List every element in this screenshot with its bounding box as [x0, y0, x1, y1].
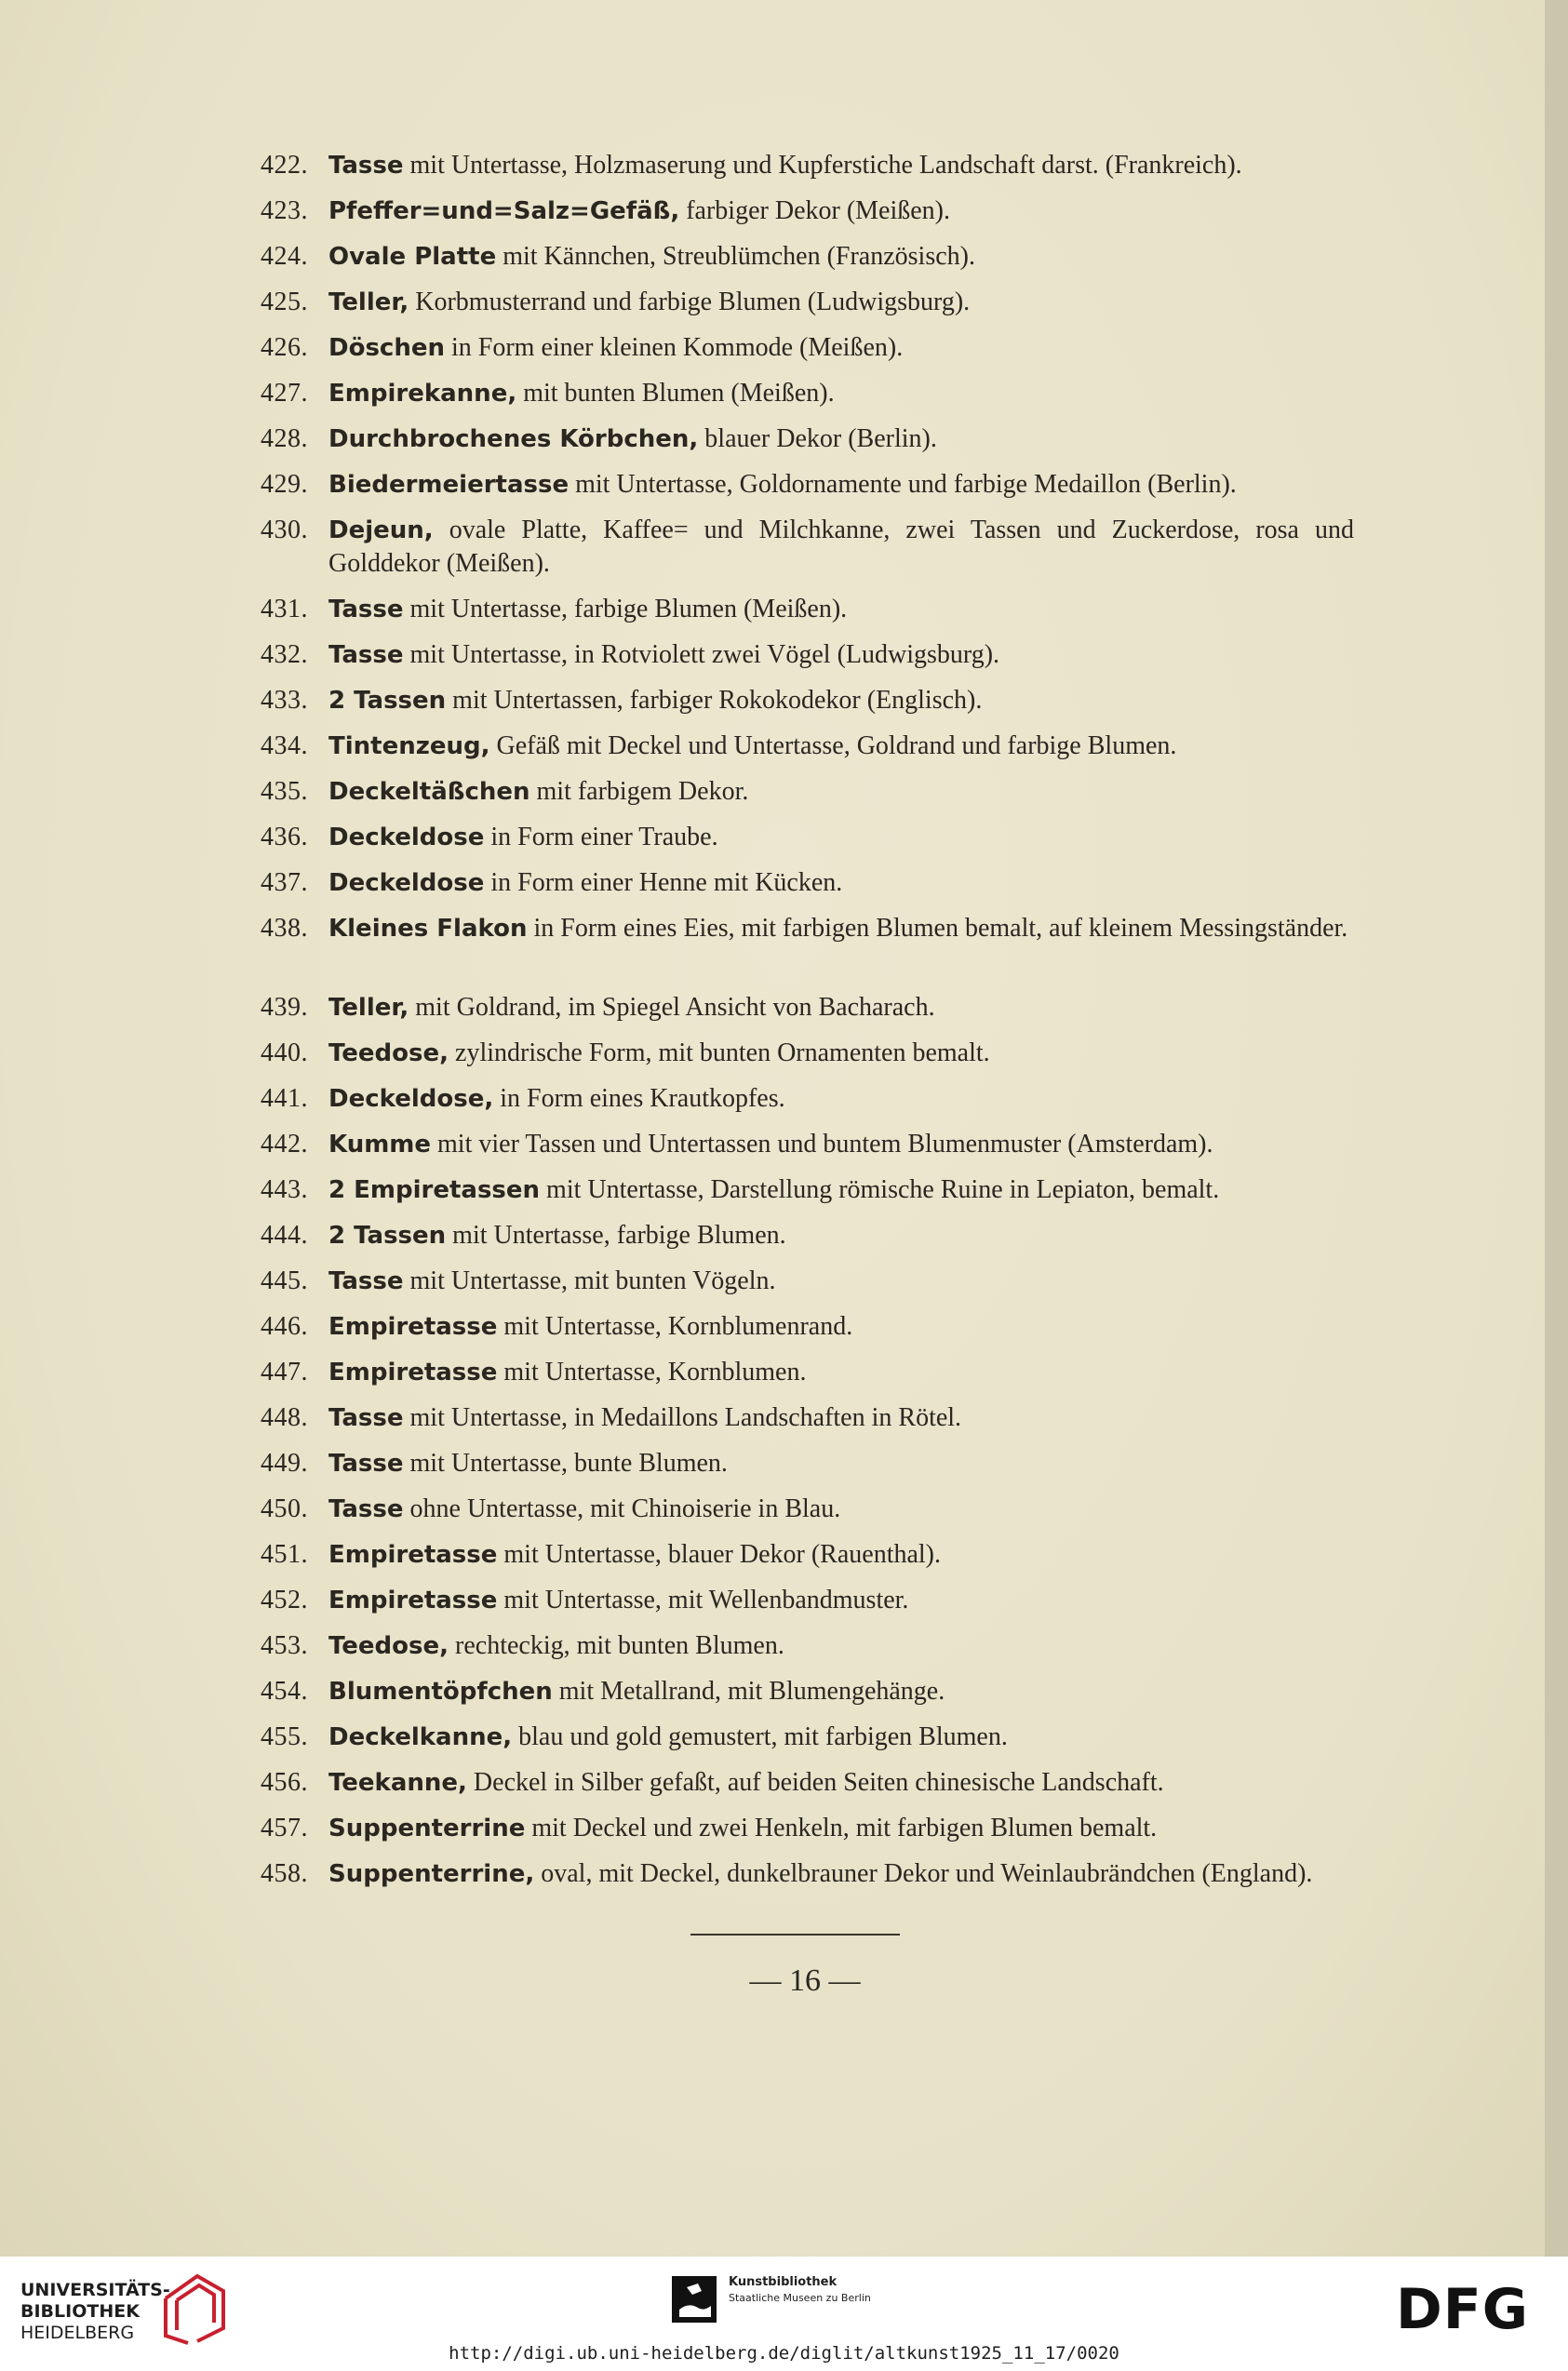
entry-number: 451.	[261, 1540, 308, 1569]
entry-number: 452.	[261, 1586, 308, 1614]
entry-description: in Form einer Henne mit Kücken.	[484, 868, 843, 897]
entry-keyword: Empiretasse	[328, 1541, 498, 1569]
catalog-entry	[261, 1675, 1354, 1721]
entry-description: oval, mit Deckel, dunkelbrauner Dekor und Weinlaubrändchen (England).	[534, 1859, 1313, 1888]
entry-text	[328, 638, 1354, 684]
entry-text	[328, 821, 1354, 866]
entry-number: 439.	[261, 993, 308, 1022]
catalog-entry	[261, 1173, 1354, 1219]
entry-number: 438.	[261, 914, 308, 943]
entry-keyword: Teedose,	[328, 1632, 449, 1660]
entry-number: 425.	[261, 288, 308, 316]
entry-keyword: Kumme	[328, 1131, 432, 1159]
entry-text	[328, 1538, 1354, 1584]
catalog-entry	[261, 194, 1354, 240]
page-edge	[1545, 0, 1568, 2257]
entry-description: ohne Untertasse, mit Chinoiserie in Blau.	[403, 1494, 841, 1523]
entry-number: 426.	[261, 333, 308, 362]
entry-description: blau und gold gemustert, mit farbigen Blumen.	[512, 1722, 1008, 1751]
entry-description: mit Untertasse, mit bunten Vögeln.	[403, 1266, 776, 1295]
entry-text	[328, 1857, 1354, 1936]
entry-number: 446.	[261, 1312, 308, 1341]
entry-description: in Form eines Eies, mit farbigen Blumen bemalt, auf kleinem Messingständer.	[527, 914, 1348, 943]
catalog-entry	[261, 593, 1354, 638]
entry-text	[328, 1356, 1354, 1401]
entry-keyword: 2 Empiretassen	[328, 1176, 541, 1204]
catalog-entry	[261, 912, 1354, 991]
catalog-entry	[261, 821, 1354, 866]
page-number: — 16 —	[749, 1963, 861, 1998]
entry-description: farbiger Dekor (Meißen).	[679, 196, 950, 225]
entry-number: 434.	[261, 731, 308, 760]
kunstbibliothek-eagle-icon	[670, 2274, 718, 2328]
entry-text	[328, 468, 1354, 514]
entry-text	[328, 1037, 1354, 1082]
entry-keyword: Deckeldose	[328, 824, 485, 851]
catalog-entry	[261, 775, 1354, 821]
entry-description: Korbmusterrand und farbige Blumen (Ludwigsburg).	[409, 288, 971, 316]
entry-keyword: 2 Tassen	[328, 1222, 447, 1250]
entry-number: 430.	[261, 516, 308, 544]
catalog-entry	[261, 991, 1354, 1037]
kb-subtitle: Staatliche Museen zu Berlin	[729, 2292, 871, 2304]
entry-text	[328, 684, 1354, 730]
entry-description: zylindrische Form, mit bunten Ornamenten bemalt.	[449, 1038, 990, 1067]
entry-keyword: Empiretasse	[328, 1587, 498, 1614]
entry-text	[328, 1447, 1354, 1493]
entry-description: mit bunten Blumen (Meißen).	[516, 379, 835, 408]
entry-text	[328, 1310, 1354, 1356]
ub-logo-line2: BIBLIOTHEK	[20, 2301, 140, 2322]
entry-text	[328, 1082, 1354, 1128]
catalog-entry	[261, 1037, 1354, 1082]
entry-description: blauer Dekor (Berlin).	[698, 424, 937, 453]
entry-keyword: Döschen	[328, 334, 445, 362]
entry-keyword: Empiretasse	[328, 1359, 498, 1386]
entry-text	[328, 1675, 1354, 1721]
entry-keyword: Blumentöpfchen	[328, 1678, 553, 1706]
entry-number: 422.	[261, 151, 308, 180]
entry-number: 424.	[261, 242, 308, 271]
entry-description: mit Kännchen, Streublümchen (Französisch).	[496, 242, 975, 271]
entry-text	[328, 1128, 1354, 1173]
entry-number: 433.	[261, 686, 308, 715]
catalog-entry	[261, 1401, 1354, 1447]
ub-emblem-icon	[160, 2271, 229, 2349]
entry-keyword: Tasse	[328, 1495, 404, 1523]
entry-text	[328, 1766, 1354, 1812]
entry-number: 458.	[261, 1859, 308, 1888]
entry-number: 447.	[261, 1358, 308, 1386]
catalog-entry	[261, 1766, 1354, 1812]
entry-number: 453.	[261, 1631, 308, 1660]
entry-description: mit Untertasse, Kornblumen.	[497, 1358, 807, 1386]
catalog-entry	[261, 1447, 1354, 1493]
entry-text	[328, 194, 1354, 240]
entry-text	[328, 1721, 1354, 1766]
catalog-entry	[261, 1310, 1354, 1356]
entry-keyword: Deckeldose	[328, 869, 485, 897]
entry-description: mit vier Tassen und Untertassen und buntem Blumenmuster (Amsterdam).	[431, 1130, 1213, 1159]
entry-description: mit Untertasse, Darstellung römische Ruine in Lepiaton, bemalt.	[540, 1175, 1220, 1204]
entry-keyword: Tasse	[328, 596, 404, 623]
entry-number: 429.	[261, 470, 308, 499]
entry-description: mit Goldrand, im Spiegel Ansicht von Bacharach.	[409, 993, 935, 1022]
entry-description: mit Deckel und zwei Henkeln, mit farbigen Blumen bemalt.	[525, 1814, 1158, 1842]
entry-text	[328, 1265, 1354, 1310]
catalog-entry	[261, 1721, 1354, 1766]
entry-number: 443.	[261, 1175, 308, 1204]
entry-description: mit Untertasse, in Medaillons Landschaften in Rötel.	[403, 1403, 962, 1432]
entry-description: ovale Platte, Kaffee= und Milchkanne, zwei Tassen und Zuckerdose, rosa und Golddekor (Meißen).	[328, 516, 1354, 578]
catalog-entry	[261, 240, 1354, 286]
catalog-entry	[261, 1812, 1354, 1857]
entry-keyword: Deckeldose,	[328, 1085, 494, 1113]
dfg-logo[interactable]: DFG	[1396, 2277, 1530, 2342]
entry-description: mit Untertasse, Holzmaserung und Kupferstiche Landschaft darst. (Frankreich).	[403, 151, 1242, 180]
entry-number: 435.	[261, 777, 308, 806]
entry-text	[328, 912, 1354, 991]
entry-description: mit Metallrand, mit Blumengehänge.	[552, 1677, 945, 1706]
catalog-entry	[261, 149, 1354, 194]
entry-keyword: Tasse	[328, 641, 404, 669]
entry-number: 454.	[261, 1677, 308, 1706]
entry-description: in Form einer Traube.	[484, 823, 718, 851]
entry-description: mit Untertassen, farbiger Rokokodekor (Englisch).	[446, 686, 983, 715]
catalog-entry	[261, 1082, 1354, 1128]
entry-description: mit Untertasse, farbige Blumen (Meißen).	[403, 595, 848, 623]
entry-keyword: Dejeun,	[328, 516, 434, 544]
entry-keyword: Deckeltäßchen	[328, 778, 530, 806]
ub-logo-line1: UNIVERSITÄTS-	[20, 2280, 170, 2300]
entry-keyword: Kleines Flakon	[328, 915, 528, 943]
entry-text	[328, 331, 1354, 377]
entry-text	[328, 1401, 1354, 1447]
kunstbibliothek-logo[interactable]	[729, 2274, 871, 2306]
entry-number: 441.	[261, 1084, 308, 1113]
entry-keyword: Tasse	[328, 1450, 404, 1478]
entry-number: 444.	[261, 1221, 308, 1250]
entry-number: 450.	[261, 1494, 308, 1523]
entry-keyword: Suppenterrine	[328, 1815, 526, 1842]
entry-text	[328, 377, 1354, 422]
entry-number: 456.	[261, 1768, 308, 1797]
entry-keyword: Durchbrochenes Körbchen,	[328, 425, 699, 453]
entry-description: mit Untertasse, Kornblumenrand.	[497, 1312, 853, 1341]
catalog-entry	[261, 1493, 1354, 1538]
catalog-entry	[261, 331, 1354, 377]
ub-logo-line3: HEIDELBERG	[20, 2323, 135, 2343]
entry-number: 442.	[261, 1130, 308, 1159]
entry-keyword: Deckelkanne,	[328, 1723, 513, 1751]
entry-description: mit Untertasse, in Rotviolett zwei Vögel (Ludwigsburg).	[403, 640, 1000, 669]
entry-keyword: Pfeffer=und=Salz=Gefäß,	[328, 197, 680, 225]
entry-number: 431.	[261, 595, 308, 623]
catalog-entry	[261, 1629, 1354, 1675]
entry-description: mit farbigem Dekor.	[529, 777, 749, 806]
entry-text	[328, 514, 1354, 593]
catalog-entry	[261, 1128, 1354, 1173]
ub-heidelberg-logo[interactable]	[20, 2280, 170, 2344]
catalog-entry	[261, 377, 1354, 422]
entry-description: Deckel in Silber gefaßt, auf beiden Seiten chinesische Landschaft.	[466, 1768, 1164, 1797]
catalog-entry	[261, 638, 1354, 684]
kb-name: Kunstbibliothek	[729, 2275, 838, 2289]
entry-number: 455.	[261, 1722, 308, 1751]
entry-keyword: Tintenzeug,	[328, 732, 490, 760]
entry-text	[328, 1173, 1354, 1219]
entry-text	[328, 593, 1354, 638]
entry-text	[328, 775, 1354, 821]
entry-number: 445.	[261, 1266, 308, 1295]
entry-keyword: Biedermeiertasse	[328, 471, 570, 499]
entry-keyword: Ovale Platte	[328, 243, 497, 271]
entry-number: 432.	[261, 640, 308, 669]
entry-number: 436.	[261, 823, 308, 851]
catalog-entry	[261, 866, 1354, 912]
entry-number: 423.	[261, 196, 308, 225]
entry-text	[328, 991, 1354, 1037]
entry-text	[328, 730, 1354, 775]
entry-description: mit Untertasse, Goldornamente und farbige Medaillon (Berlin).	[569, 470, 1237, 499]
entry-description: mit Untertasse, blauer Dekor (Rauenthal).	[497, 1540, 942, 1569]
entry-description: mit Untertasse, bunte Blumen.	[403, 1449, 728, 1478]
entry-text	[328, 1493, 1354, 1538]
catalog-list	[261, 149, 1354, 1936]
entry-description: in Form einer kleinen Kommode (Meißen).	[445, 333, 904, 362]
catalog-entry	[261, 286, 1354, 331]
end-rule	[690, 1934, 900, 1936]
catalog-entry	[261, 1219, 1354, 1265]
entry-number: 448.	[261, 1403, 308, 1432]
entry-number: 437.	[261, 868, 308, 897]
entry-keyword: Teedose,	[328, 1039, 449, 1067]
entry-text	[328, 1219, 1354, 1265]
entry-number: 440.	[261, 1038, 308, 1067]
entry-keyword: Teekanne,	[328, 1769, 467, 1797]
catalog-entry	[261, 1265, 1354, 1310]
catalog-entry	[261, 514, 1354, 593]
entry-text	[328, 286, 1354, 331]
entry-keyword: Suppenterrine,	[328, 1860, 535, 1888]
entry-description: rechteckig, mit bunten Blumen.	[449, 1631, 784, 1660]
entry-description: Gefäß mit Deckel und Untertasse, Goldrand und farbige Blumen.	[489, 731, 1177, 760]
entry-text	[328, 422, 1354, 468]
entry-keyword: 2 Tassen	[328, 687, 447, 715]
entry-text	[328, 866, 1354, 912]
entry-description: mit Untertasse, mit Wellenbandmuster.	[497, 1586, 909, 1614]
entry-description: in Form eines Krautkopfes.	[493, 1084, 785, 1113]
entry-keyword: Tasse	[328, 1404, 404, 1432]
entry-keyword: Empiretasse	[328, 1313, 498, 1341]
entry-text	[328, 1812, 1354, 1857]
catalog-entry	[261, 1584, 1354, 1629]
entry-description: mit Untertasse, farbige Blumen.	[446, 1221, 786, 1250]
catalog-entry	[261, 684, 1354, 730]
catalog-entry	[261, 468, 1354, 514]
entry-keyword: Tasse	[328, 152, 404, 180]
entry-keyword: Empirekanne,	[328, 380, 517, 408]
catalog-entry	[261, 1538, 1354, 1584]
entry-text	[328, 1584, 1354, 1629]
entry-number: 449.	[261, 1449, 308, 1478]
entry-text	[328, 1629, 1354, 1675]
catalog-entry	[261, 730, 1354, 775]
entry-text	[328, 240, 1354, 286]
entry-number: 427.	[261, 379, 308, 408]
entry-keyword: Teller,	[328, 994, 409, 1022]
entry-keyword: Tasse	[328, 1267, 404, 1295]
catalog-entry	[261, 1857, 1354, 1936]
catalog-entry	[261, 1356, 1354, 1401]
entry-keyword: Teller,	[328, 288, 409, 316]
source-url[interactable]: http://digi.ub.uni-heidelberg.de/diglit/altkunst1925_11_17/0020	[449, 2343, 1119, 2364]
entry-number: 457.	[261, 1814, 308, 1842]
catalog-entry	[261, 422, 1354, 468]
entry-text	[328, 149, 1354, 194]
entry-number: 428.	[261, 424, 308, 453]
